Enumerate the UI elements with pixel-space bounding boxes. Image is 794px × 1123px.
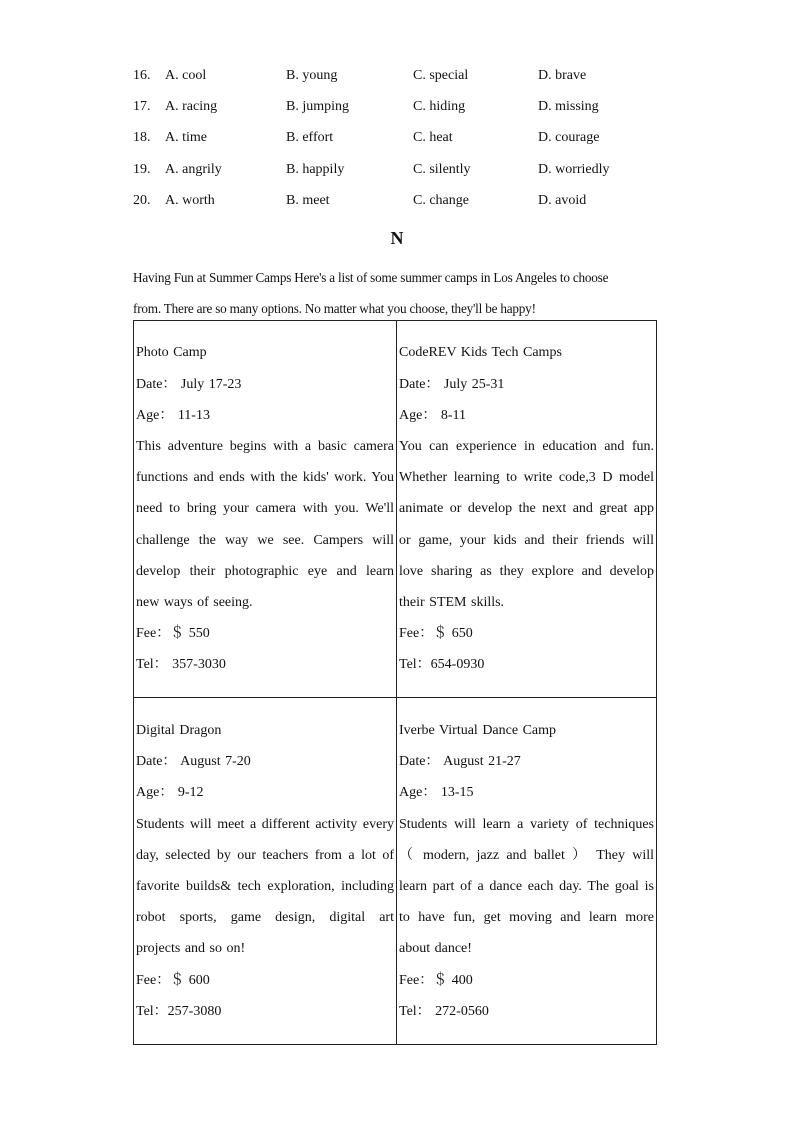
- option-d: D. worriedly: [538, 161, 610, 177]
- camp-tel: Tel：654-0930: [399, 657, 485, 673]
- question-number: 17.: [133, 99, 151, 115]
- question-number: 20.: [133, 192, 151, 208]
- option-c: C. special: [413, 68, 469, 83]
- camp-age: Age： 13-15: [399, 785, 474, 801]
- question-row-19: [133, 159, 663, 190]
- camp-tel: Tel： 357-3030: [136, 657, 226, 673]
- option-d: D. missing: [538, 99, 599, 115]
- camp-description: This adventure begins with a basic camera functions and ends with the kids' work. You need to bring your camera with you. We'll challenge the way we see. Campers will develop their photographic eye and learn new ways of seeing.: [136, 438, 394, 610]
- camp-cell-photo-camp: [134, 321, 397, 698]
- option-c: C. silently: [413, 161, 471, 177]
- question-number: 16.: [133, 68, 151, 83]
- option-c: C. hiding: [413, 99, 466, 115]
- passage-intro: [133, 262, 663, 324]
- answer-choices: [133, 65, 663, 221]
- camp-fee: Fee：＄ 400: [399, 972, 473, 988]
- camp-tel: Tel：257-3080: [136, 1003, 222, 1019]
- camp-cell-coderev: [397, 321, 657, 698]
- question-row-20: [133, 190, 663, 221]
- camp-age: Age： 8-11: [399, 407, 466, 423]
- option-b: B. happily: [286, 161, 345, 177]
- camp-tel: Tel： 272-0560: [399, 1003, 489, 1019]
- camp-name: Iverbe Virtual Dance Camp: [399, 722, 557, 738]
- camp-date: Date： July 17-23: [136, 376, 242, 392]
- camp-description: Students will learn a variety of techniques （ modern, jazz and ballet ） They will learn part of a dance each day. The goal is to have fun, get moving and learn more about dance!: [399, 816, 654, 957]
- section-heading: N: [390, 228, 404, 248]
- question-row-17: [133, 96, 663, 127]
- camp-description: You can experience in education and fun. Whether learning to write code,3 D model animate or develop the next and great app or game, your kids and their friends will love sharing as they explore and develop their STEM skills.: [399, 438, 654, 610]
- camps-table: [133, 320, 657, 1045]
- option-a: A. racing: [165, 99, 218, 115]
- option-b: B. jumping: [286, 99, 350, 115]
- intro-line: Having Fun at Summer Camps Here's a list of some summer camps in Los Angeles to choose: [133, 270, 609, 285]
- option-d: D. courage: [538, 130, 600, 146]
- camp-fee: Fee：＄ 600: [136, 972, 210, 988]
- camp-date: Date： August 21-27: [399, 754, 521, 770]
- camp-description: Students will meet a different activity every day, selected by our teachers from a lot of favorite builds& tech exploration, including robot sports, game design, digital art projects and so on!: [136, 816, 394, 957]
- camp-age: Age： 9-12: [136, 785, 204, 801]
- option-b: B. young: [286, 68, 338, 83]
- option-b: B. effort: [286, 130, 334, 146]
- option-d: D. brave: [538, 68, 587, 83]
- option-a: A. time: [165, 130, 207, 146]
- question-number: 18.: [133, 130, 151, 146]
- question-row-18: [133, 127, 663, 158]
- intro-line: from. There are so many options. No matter what you choose, they'll be happy!: [133, 301, 536, 316]
- camp-name: CodeREV Kids Tech Camps: [399, 345, 562, 361]
- camp-fee: Fee：＄ 650: [399, 626, 473, 642]
- camp-name: Photo Camp: [136, 345, 207, 361]
- camp-date: Date： August 7-20: [136, 754, 251, 770]
- option-a: A. worth: [165, 192, 215, 208]
- table-row: [134, 698, 657, 1045]
- camp-cell-digital-dragon: [134, 698, 397, 1045]
- camp-cell-iverbe-dance: [397, 698, 657, 1045]
- question-number: 19.: [133, 161, 151, 177]
- table-row: [134, 321, 657, 698]
- question-row-16: [133, 65, 663, 96]
- camp-age: Age： 11-13: [136, 407, 210, 423]
- option-a: A. angrily: [165, 161, 222, 177]
- camp-name: Digital Dragon: [136, 722, 222, 738]
- option-b: B. meet: [286, 192, 330, 208]
- camp-fee: Fee：＄ 550: [136, 626, 210, 642]
- camp-date: Date： July 25-31: [399, 376, 505, 392]
- option-a: A. cool: [165, 68, 207, 83]
- option-c: C. heat: [413, 130, 453, 146]
- option-c: C. change: [413, 192, 469, 208]
- option-d: D. avoid: [538, 192, 587, 208]
